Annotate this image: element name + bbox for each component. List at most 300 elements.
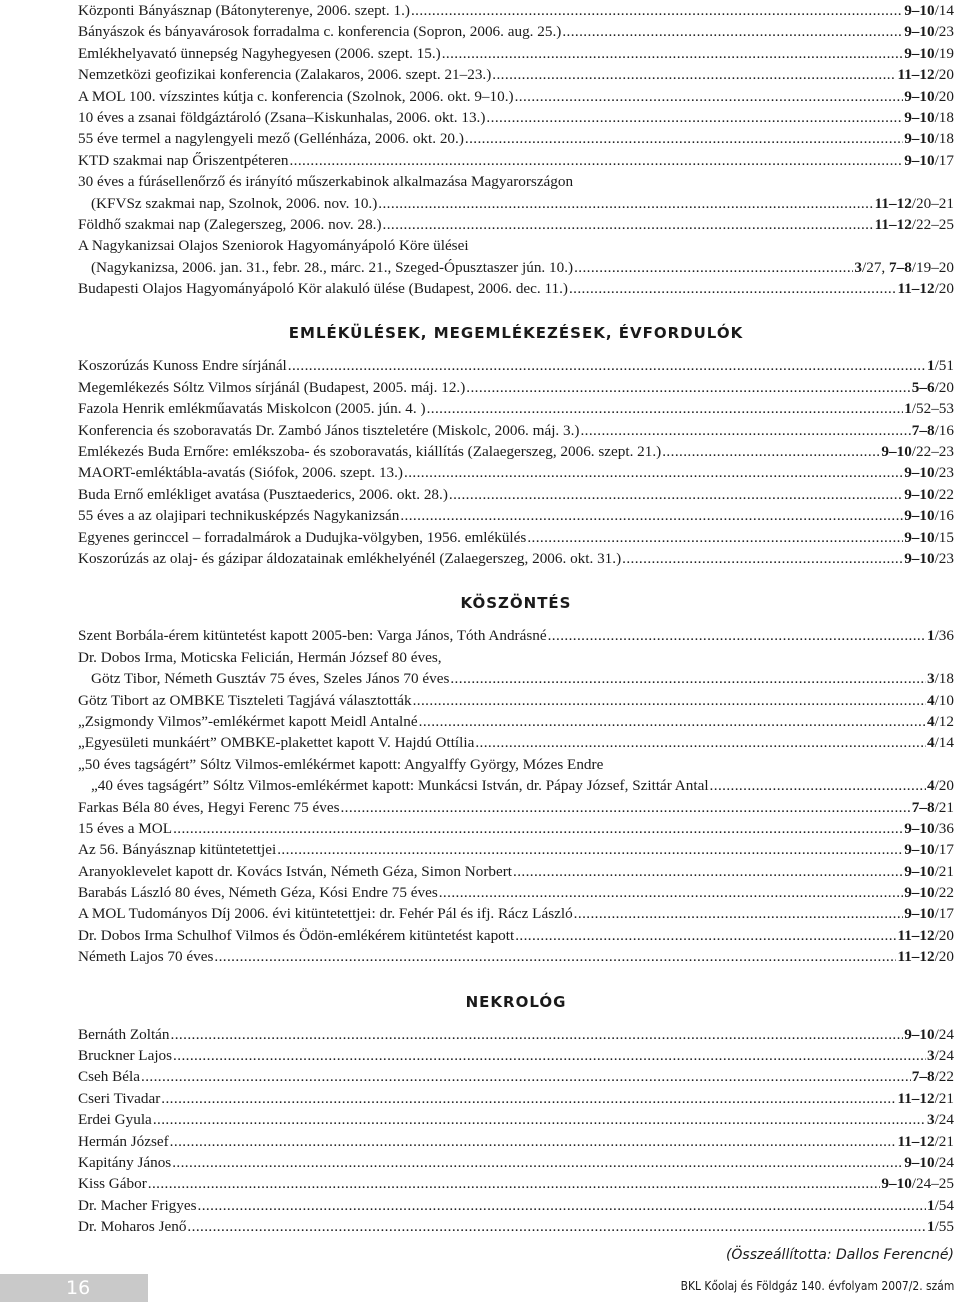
page-reference: /51 [934, 357, 954, 375]
toc-entry-reference [904, 903, 954, 924]
issue-number: 9 [904, 108, 912, 126]
dot-leader [173, 1045, 926, 1066]
toc-entry-reference [927, 1045, 954, 1066]
issue-number: –10 [911, 528, 935, 546]
page-reference: /23 [934, 23, 954, 41]
toc-entry-reference [912, 1066, 954, 1087]
toc-entry-reference [904, 398, 954, 419]
toc-entry [78, 420, 954, 441]
toc-entry [78, 505, 954, 526]
page-reference: /16 [934, 507, 954, 525]
toc-entry [78, 43, 954, 64]
toc-entry [78, 0, 954, 21]
dot-leader [378, 193, 873, 214]
toc-entry-reference [904, 861, 954, 882]
dot-leader [492, 64, 896, 85]
toc-entry-text: A Nagykanizsai Olajos Szeniorok Hagyományápoló Köre ülései [78, 237, 469, 255]
toc-entry-reference [904, 839, 954, 860]
toc-entry-title: Bányászok és bányavárosok forradalma c. konferencia (Sopron, 2006. aug. 25.) [78, 23, 562, 41]
issue-number: –10 [911, 2, 935, 19]
page-reference: /21 [934, 862, 954, 880]
page-reference: /18 [934, 670, 954, 688]
toc-entry-title: Dr. Moharos Jenő [78, 1218, 187, 1236]
issue-number: 1 [926, 357, 935, 375]
toc-entry-reference [904, 818, 954, 839]
toc-entry-title: A MOL 100. vízszintes kútja c. konferencia (Szolnok, 2006. okt. 9–10.) [78, 87, 514, 105]
dot-leader [171, 1024, 904, 1045]
toc-entry-reference [897, 64, 954, 85]
issue-number: –8 [919, 798, 935, 816]
issue-number: –12 [911, 1089, 935, 1107]
toc-entry-title: MAORT-emléktábla-avatás (Siófok, 2006. szept. 13.) [78, 464, 403, 482]
issue-number: 9 [904, 2, 912, 19]
toc-entry-title: Megemlékezés Sóltz Vilmos sírjánál (Budapest, 2005. máj. 12.) [78, 378, 466, 396]
dot-leader [400, 505, 903, 526]
toc-entry-reference [875, 214, 954, 235]
dot-leader [411, 0, 903, 21]
dot-leader [427, 398, 904, 419]
toc-entry-reference [897, 1088, 954, 1109]
dot-leader [622, 548, 903, 569]
toc-entry-title: Dr. Macher Frigyes [78, 1196, 197, 1214]
issue-number: 7 [889, 258, 897, 276]
toc-entry-reference [927, 775, 954, 796]
issue-number: –10 [911, 862, 935, 880]
toc-entry-title: Fazola Henrik emlékműavatás Miskolcon (2005. jún. 4. ) [78, 400, 426, 418]
toc-entry [78, 21, 954, 42]
issue-number: –10 [911, 905, 935, 923]
dot-leader [513, 861, 903, 882]
toc-entry-title: Aranyoklevelet kapott dr. Kovács István, Németh Géza, Simon Norbert [78, 862, 512, 880]
issue-number: 4 [926, 712, 935, 730]
dot-leader [161, 1088, 896, 1109]
toc-entry-reference [927, 355, 954, 376]
issue-number: 9 [881, 1175, 890, 1193]
toc-entry [78, 462, 954, 483]
page-reference: /23 [934, 464, 954, 482]
issue-number: –10 [911, 485, 935, 503]
issue-number: 4 [926, 734, 935, 752]
issue-number: 4 [926, 691, 935, 709]
issue-number: 11 [897, 66, 912, 84]
toc-entry [78, 732, 954, 753]
toc-entry [78, 214, 954, 235]
dot-leader [170, 1131, 897, 1152]
toc-entry-reference [927, 690, 954, 711]
toc-entry-reference [904, 150, 954, 171]
dot-leader [465, 128, 903, 149]
dot-leader [289, 150, 903, 171]
toc-entry-title: Központi Bányásznap (Bátonyterenye, 2006. szept. 1.) [78, 2, 410, 19]
page-reference: /20 [934, 87, 954, 105]
issue-number: –10 [911, 1025, 935, 1043]
page-reference: /52–53 [911, 400, 954, 418]
dot-leader [404, 462, 903, 483]
toc-entry-reference [912, 797, 954, 818]
issue-number: 9 [904, 485, 912, 503]
issue-number: 1 [926, 1218, 935, 1236]
page-reference: /22–23 [911, 443, 954, 461]
page-reference: /55 [934, 1218, 954, 1236]
page-reference: /21 [934, 1089, 954, 1107]
toc-entry-title: Kiss Gábor [78, 1175, 147, 1193]
toc-entry [78, 1216, 954, 1237]
issue-number: –10 [911, 507, 935, 525]
toc-entry-title: Bernáth Zoltán [78, 1025, 170, 1043]
page-reference: /20–21 [911, 194, 954, 212]
toc-entry-reference [904, 0, 954, 21]
issue-number: –10 [911, 464, 935, 482]
toc-entry-title: Götz Tibort az OMBKE Tiszteleti Tagjává választották [78, 691, 412, 709]
toc-entry-title: Budapesti Olajos Hagyományápoló Kör alakuló ülése (Budapest, 2006. dec. 11.) [78, 280, 568, 298]
issue-number: 9 [904, 1025, 912, 1043]
page-reference: /15 [934, 528, 954, 546]
issue-number: 9 [904, 841, 912, 859]
page-reference: /20 [934, 777, 954, 795]
toc-entry-title: Az 56. Bányásznap kitüntetettjei [78, 841, 277, 859]
toc-entry [78, 355, 954, 376]
toc-entry [78, 946, 954, 967]
dot-leader [562, 21, 903, 42]
toc-entry-title: „Egyesületi munkáért” OMBKE-plakettet kapott V. Hajdú Ottília [78, 734, 475, 752]
toc-entry [78, 818, 954, 839]
issue-number: 11 [897, 280, 912, 298]
issue-number: 11 [874, 215, 890, 233]
toc-entry [78, 86, 954, 107]
dot-leader [340, 797, 910, 818]
dot-leader [574, 903, 904, 924]
toc-entry-title: Emlékezés Buda Ernőre: emlékszoba- és szoboravatás, kiállítás (Zalaegerszeg, 2006. szept. 21.) [78, 443, 662, 461]
journal-footer: BKL Kőolaj és Földgáz 140. évfolyam 2007/2. szám [680, 1278, 954, 1293]
page-reference: /24–25 [911, 1175, 954, 1193]
issue-number: 11 [897, 1132, 912, 1150]
toc-entry-title: Koszorúzás Kunoss Endre sírjánál [78, 357, 287, 375]
toc-entry-title: (KFVSz szakmai nap, Szolnok, 2006. nov. 10.) [91, 194, 378, 212]
page-reference: /20 [934, 280, 954, 298]
toc-entry-reference [904, 882, 954, 903]
toc-entry-reference [927, 732, 954, 753]
toc-entry-title: Emlékhelyavató ünnepség Nagyhegyesen (2006. szept. 15.) [78, 44, 441, 62]
toc-entry [78, 1195, 954, 1216]
toc-entry-title: „Zsigmondy Vilmos”-emlékérmet kapott Meidl Antalné [78, 712, 418, 730]
toc-entry-reference [904, 1024, 954, 1045]
issue-number: –10 [911, 44, 935, 62]
page-reference: /10 [934, 691, 954, 709]
issue-number: 9 [904, 1153, 912, 1171]
issue-number: –12 [889, 194, 912, 212]
toc-entry [78, 797, 954, 818]
dot-leader [569, 278, 896, 299]
dot-leader [662, 441, 880, 462]
issue-number: –10 [911, 841, 935, 859]
toc-entry-reference [904, 462, 954, 483]
toc-entry-reference [897, 925, 954, 946]
dot-leader [148, 1173, 881, 1194]
toc-entry-title: „40 éves tagságért” Sóltz Vilmos-emlékérmet kapott: Munkácsi István, dr. Pápay József, Szittár Antal [91, 777, 709, 795]
dot-leader [710, 775, 926, 796]
toc-entry [78, 441, 954, 462]
page-reference: /24 [934, 1153, 954, 1171]
issue-number: 7 [911, 1068, 920, 1086]
issue-number: –12 [911, 280, 935, 298]
dot-leader [383, 214, 874, 235]
issue-number: 9 [904, 528, 912, 546]
toc-entry-title: Egyenes gerinccel – forradalmárok a Dudujka-völgyben, 1956. emlékülés [78, 528, 527, 546]
issue-number: 4 [926, 777, 935, 795]
toc-entry-title: Cseri Tivadar [78, 1089, 161, 1107]
page-reference: /18 [934, 108, 954, 126]
toc-entry-reference [897, 278, 954, 299]
toc-entry [78, 925, 954, 946]
page-reference: /27, [862, 258, 890, 276]
dot-leader [153, 1109, 926, 1130]
issue-number: 3 [926, 670, 935, 688]
toc-entry-reference [904, 1152, 954, 1173]
toc-entry [78, 1088, 954, 1109]
page-reference: /12 [934, 712, 954, 730]
issue-number: –12 [889, 215, 912, 233]
toc-entry-title: Nemzetközi geofizikai konferencia (Zalakaros, 2006. szept. 21–23.) [78, 66, 492, 84]
issue-number: –8 [919, 421, 935, 439]
toc-entry-title: Barabás László 80 éves, Németh Géza, Kósi Endre 75 éves [78, 884, 438, 902]
toc-entry-reference [904, 86, 954, 107]
memorials-list [78, 355, 954, 569]
issue-number: –6 [919, 378, 935, 396]
issue-number: –10 [911, 108, 935, 126]
toc-entry [78, 150, 954, 171]
dot-leader [288, 355, 926, 376]
issue-number: –12 [911, 66, 935, 84]
toc-entry [78, 1045, 954, 1066]
toc-entry-reference [881, 441, 954, 462]
toc-entry-title: Földhő szakmai nap (Zalegerszeg, 2006. nov. 28.) [78, 215, 382, 233]
issue-number: 11 [874, 194, 890, 212]
toc-entry-title: 55 éve termel a nagylengyeli mező (Gellénháza, 2006. okt. 20.) [78, 130, 464, 148]
toc-entry-reference [927, 1216, 954, 1237]
toc-entry [78, 1109, 954, 1130]
toc-entry-title: Hermán József [78, 1132, 169, 1150]
section-title-obituary: NEKROLÓG [465, 992, 567, 1011]
toc-entry-text: „50 éves tagságért” Sóltz Vilmos-emlékérmet kapott: Angyalffy György, Mózes Endre [78, 755, 604, 773]
toc-entry-reference [897, 946, 954, 967]
issue-number: –10 [911, 1153, 935, 1171]
toc-entry-reference [927, 625, 954, 646]
toc-entry [78, 64, 954, 85]
toc-entry [78, 193, 954, 214]
compiler-signature: (Összeállította: Dallos Ferencné) [725, 1246, 954, 1263]
issue-number: 9 [904, 862, 912, 880]
issue-number: 9 [904, 87, 912, 105]
toc-entry-title: Cseh Béla [78, 1068, 141, 1086]
issue-number: –12 [911, 1132, 935, 1150]
issue-number: 11 [897, 948, 912, 966]
page-number: 16 [0, 1274, 148, 1302]
toc-entry-title: Németh Lajos 70 éves [78, 948, 214, 966]
issue-number: 9 [904, 905, 912, 923]
page-reference: /17 [934, 151, 954, 169]
issue-number: –10 [911, 23, 935, 41]
toc-entry-reference [904, 548, 954, 569]
issue-number: 3 [926, 1111, 935, 1129]
toc-entry [78, 398, 954, 419]
issue-number: –10 [911, 884, 935, 902]
issue-number: –8 [919, 1068, 935, 1086]
toc-entry-title: Bruckner Lajos [78, 1047, 173, 1065]
dot-leader [173, 818, 903, 839]
dot-leader [450, 668, 926, 689]
toc-entry-title: A MOL Tudományos Díj 2006. évi kitüntetettjei: dr. Fehér Pál és ifj. Rácz László [78, 905, 573, 923]
toc-entry-title: Erdei Gyula [78, 1111, 152, 1129]
page-reference: /24 [934, 1025, 954, 1043]
issue-number: –10 [889, 443, 912, 461]
toc-entry-reference [904, 21, 954, 42]
toc-entry-reference [912, 377, 954, 398]
section-title-memorials: EMLÉKÜLÉSEK, MEGEMLÉKEZÉSEK, ÉVFORDULÓK [288, 324, 744, 343]
dot-leader [574, 257, 853, 278]
obituary-list [78, 1024, 954, 1238]
page-reference: /24 [934, 1111, 954, 1129]
toc-entry [78, 377, 954, 398]
dot-leader [413, 690, 926, 711]
issue-number: 7 [911, 798, 920, 816]
issue-number: 9 [904, 464, 912, 482]
issue-number: 11 [897, 1089, 912, 1107]
dot-leader [527, 527, 903, 548]
page-reference: /36 [934, 627, 954, 645]
toc-entry-title: Dr. Dobos Irma Schulhof Vilmos és Ödön-emlékérem kitüntetést kapott [78, 926, 515, 944]
page-reference: /22 [934, 1068, 954, 1086]
page-reference: /22 [934, 485, 954, 503]
dot-leader [515, 925, 896, 946]
dot-leader [439, 882, 903, 903]
dot-leader [172, 1152, 903, 1173]
toc-entry [78, 668, 954, 689]
toc-entry-reference [904, 107, 954, 128]
page-reference: /22–25 [911, 215, 954, 233]
toc-entry-text: Dr. Dobos Irma, Moticska Felicián, Hermán József 80 éves, [78, 648, 442, 666]
dot-leader [277, 839, 903, 860]
dot-leader [515, 86, 904, 107]
page-reference: /17 [934, 841, 954, 859]
toc-entry-reference [854, 257, 954, 278]
toc-entry [78, 1152, 954, 1173]
issue-number: 11 [897, 926, 912, 944]
issue-number: –10 [911, 151, 935, 169]
issue-number: –12 [911, 926, 935, 944]
issue-number: –10 [911, 87, 935, 105]
section-title-greetings: KÖSZÖNTÉS [460, 594, 572, 613]
issue-number: –12 [911, 948, 935, 966]
dot-leader [486, 107, 903, 128]
dot-leader [442, 43, 903, 64]
toc-entry [78, 257, 954, 278]
issue-number: 1 [926, 627, 935, 645]
issue-number: 3 [854, 258, 862, 276]
toc-entry-reference [927, 711, 954, 732]
toc-entry [78, 1024, 954, 1045]
greetings-list [78, 625, 954, 967]
page-reference: /16 [934, 421, 954, 439]
toc-entry-reference [897, 1131, 954, 1152]
toc-entry-reference [904, 43, 954, 64]
toc-entry [78, 107, 954, 128]
page-reference: /54 [934, 1196, 954, 1214]
toc-entry [78, 278, 954, 299]
toc-entry [78, 839, 954, 860]
page-reference: /22 [934, 884, 954, 902]
events-list [78, 0, 954, 299]
toc-entry [78, 711, 954, 732]
page-reference: /14 [934, 734, 954, 752]
page-reference: /17 [934, 905, 954, 923]
toc-entry-title: Götz Tibor, Németh Gusztáv 75 éves, Szeles János 70 éves [91, 670, 450, 688]
issue-number: 9 [904, 23, 912, 41]
issue-number: 7 [911, 421, 920, 439]
page-reference: /36 [934, 819, 954, 837]
dot-leader [141, 1066, 911, 1087]
dot-leader [548, 625, 926, 646]
issue-number: 9 [904, 151, 912, 169]
toc-entry-reference [927, 1109, 954, 1130]
page-reference: /20 [934, 948, 954, 966]
toc-entry-title: 15 éves a MOL [78, 819, 173, 837]
page-reference: /19 [934, 44, 954, 62]
toc-entry-title: KTD szakmai nap Őriszentpéteren [78, 151, 289, 169]
issue-number: 5 [911, 378, 920, 396]
toc-entry [78, 128, 954, 149]
dot-leader [580, 420, 910, 441]
dot-leader [475, 732, 926, 753]
toc-entry-reference [927, 668, 954, 689]
toc-entry [78, 775, 954, 796]
toc-entry-title: Kapitány János [78, 1153, 172, 1171]
issue-number: –10 [911, 549, 935, 567]
issue-number: 9 [881, 443, 890, 461]
toc-entry-text: 30 éves a fúrásellenőrző és irányító műszerkabinok alkalmazása Magyarországon [78, 173, 574, 191]
toc-entry-title: Buda Ernő emlékliget avatása (Pusztaederics, 2006. okt. 28.) [78, 485, 448, 503]
dot-leader [449, 484, 903, 505]
page-reference: /24 [934, 1047, 954, 1065]
toc-entry [78, 690, 954, 711]
toc-entry-title: 55 éves a az olajipari technikusképzés Nagykanizsán [78, 507, 400, 525]
toc-entry-reference [927, 1195, 954, 1216]
toc-entry [78, 625, 954, 646]
dot-leader [187, 1216, 926, 1237]
page-reference: /21 [934, 1132, 954, 1150]
toc-entry [78, 903, 954, 924]
issue-number: 9 [904, 549, 912, 567]
issue-number: –10 [911, 819, 935, 837]
issue-number: –10 [911, 130, 935, 148]
page-reference: /20 [934, 926, 954, 944]
issue-number: –8 [896, 258, 912, 276]
toc-entry-title: Farkas Béla 80 éves, Hegyi Ferenc 75 éves [78, 798, 340, 816]
toc-entry [78, 1131, 954, 1152]
page-reference: /20 [934, 66, 954, 84]
toc-entry-reference [904, 484, 954, 505]
issue-number: 1 [904, 400, 912, 418]
issue-number: 9 [904, 884, 912, 902]
page-reference: /18 [934, 130, 954, 148]
issue-number: 9 [904, 44, 912, 62]
dot-leader [214, 946, 896, 967]
toc-entry-reference [904, 128, 954, 149]
page-reference: /20 [934, 378, 954, 396]
issue-number: 9 [904, 819, 912, 837]
dot-leader [466, 377, 911, 398]
toc-entry-title: 10 éves a zsanai földgáztároló (Zsana–Kiskunhalas, 2006. okt. 13.) [78, 108, 486, 126]
dot-leader [419, 711, 926, 732]
